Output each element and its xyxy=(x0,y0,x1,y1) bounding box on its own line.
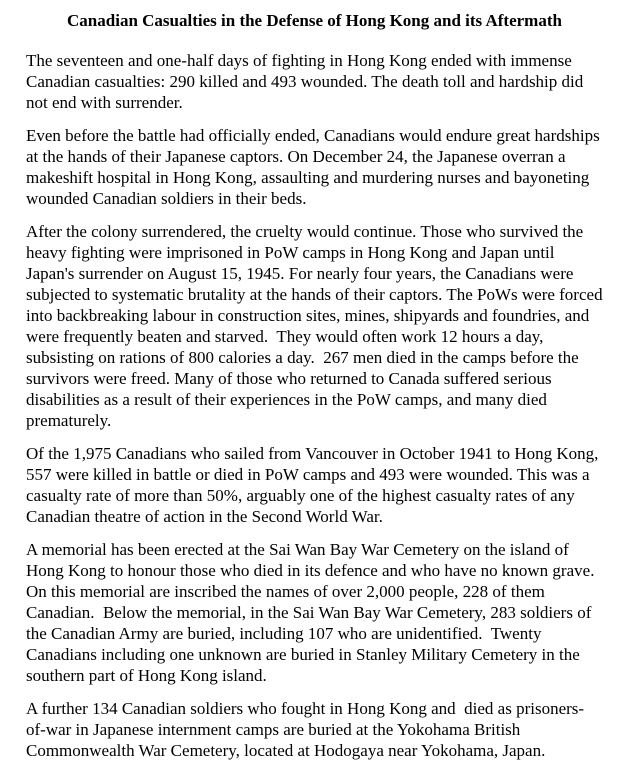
paragraph: A memorial has been erected at the Sai Wan Bay War Cemetery on the island of Hong Kong to honour those who died in its defence and who have no known grave. On this memorial are inscribed the names of over 2,000 people, 228 of them Canadian. Below the memorial, in the Sai Wan Bay War Cemetery, 283 soldiers of the Canadian Army are buried, including 107 who are unidentified. Twenty Canadians including one unknown are buried in Stanley Military Cemetery in the southern part of Hong Kong island. xyxy=(26,540,599,685)
document-body xyxy=(26,50,607,761)
document-title: Canadian Casualties in the Defense of Hong Kong and its Aftermath xyxy=(67,11,562,30)
paragraph: The seventeen and one-half days of fighting in Hong Kong ended with immense Canadian casualties: 290 killed and 493 wounded. The death toll and hardship did not end with surrender. xyxy=(26,51,588,112)
paragraph: A further 134 Canadian soldiers who fought in Hong Kong and died as prisoners-of-war in Japanese internment camps are buried at the Yokohama British Commonwealth War Cemetery, located at Hodogaya near Yokohama, Japan. xyxy=(26,699,585,760)
paragraph: Of the 1,975 Canadians who sailed from Vancouver in October 1941 to Hong Kong, 557 were killed in battle or died in PoW camps and 493 were wounded. This was a casualty rate of more than 50%, arguably one of the highest casualty rates of any Canadian theatre of action in the Second World War. xyxy=(26,444,607,526)
paragraph: Even before the battle had officially ended, Canadians would endure great hardships at the hands of their Japanese captors. On December 24, the Japanese overran a makeshift hospital in Hong Kong, assaulting and murdering nurses and bayoneting wounded Canadian soldiers in their beds. xyxy=(26,126,604,208)
paragraph: After the colony surrendered, the cruelty would continue. Those who survived the heavy fighting were imprisoned in PoW camps in Hong Kong and Japan until Japan's surrender on August 15, 1945. For nearly four years, the Canadians were subjected to systematic brutality at the hands of their captors. The PoWs were forced into backbreaking labour in construction sites, mines, shipyards and foundries, and were frequently beaten and starved. They would often work 12 hours a day, subsisting on rations of 800 calories a day. 267 men died in the camps before the survivors were freed. Many of those who returned to Canada suffered serious disabilities as a result of their experiences in the PoW camps, and many died prematurely. xyxy=(26,222,607,430)
